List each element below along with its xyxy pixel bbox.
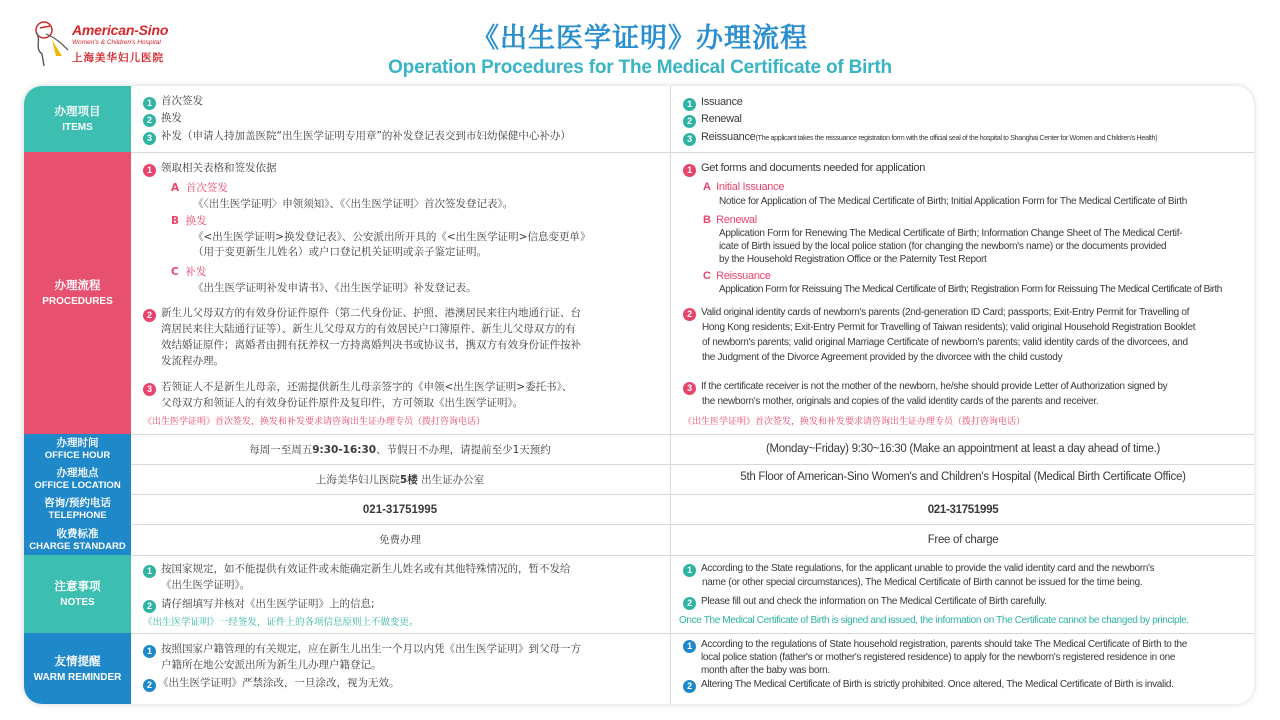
office-location-cn-cell: [131, 464, 669, 494]
reminder-cn1-l1: 按照国家户籍管理的有关规定，应在新生儿出生一个月以内凭《出生医学证明》到父母一方: [161, 643, 581, 655]
number-3-icon: 3: [683, 382, 696, 395]
reminder-en1-l1: According to the regulations of State household registration, parents should take The Medical Certificate of Birth to the: [701, 639, 1188, 650]
number-3-icon: 3: [683, 133, 696, 146]
procedures-row: [24, 152, 1254, 435]
charge-cn-cell: [131, 524, 669, 555]
item-en-2: Renewal: [701, 113, 742, 125]
office-hour-label: [24, 434, 131, 464]
office-hour-en: (Monday~Friday) 9:30~16:30 (Make an appointment at least a day ahead of time.): [765, 443, 1161, 455]
office-location-cn-pre: 上海美华妇儿医院: [315, 474, 400, 486]
office-hour-label-cn: 办理时间: [56, 437, 99, 449]
proc-en-c-text: Application Form for Reissuing The Medical Certificate of Birth; Registration Form for Reissuing The Medical Certificate of Birth: [719, 284, 1222, 295]
number-2-icon: 2: [683, 308, 696, 321]
items-row: [24, 86, 1254, 153]
number-2-icon: 2: [683, 597, 696, 610]
reminder-label: [24, 633, 131, 704]
notes-en1-l2: name (or other special circumstances), The Medical Certificate of Birth cannot be issued for the time being.: [702, 577, 1143, 588]
proc-cn-s2-l2: 湾居民来往大陆通行证等）、新生儿父母双方的有效居民户口簿原件、新生儿父母双方的有: [161, 323, 576, 335]
proc-en-s3-l2: the newborn's mother, originals and copies of the valid identity cards of the parents and receiver.: [702, 396, 1099, 407]
office-hour-en-cell: [670, 434, 1254, 464]
logo-subtitle: Women's & Children's Hospital: [72, 39, 161, 46]
item-cn-1: 首次签发: [161, 95, 203, 107]
office-location-cn-floor: 5楼: [399, 474, 418, 486]
number-2-icon: 2: [683, 115, 696, 128]
notes-en2: Please fill out and check the information on The Medical Certificate of Birth carefully.: [701, 596, 1047, 607]
proc-en-a-text: Notice for Application of The Medical Certificate of Birth; Initial Application Form for The Medical Certificate of Birth: [719, 196, 1187, 207]
reminder-en2: Altering The Medical Certificate of Birth is strictly prohibited. Once altered, The Medical Certificate of Birth is invalid.: [701, 679, 1174, 690]
notes-row: [24, 555, 1254, 634]
proc-en-note: 《出生医学证明》首次签发，换发和补发要求请咨询出生证办理专员（拨打咨询电话）: [683, 417, 1026, 427]
number-2-icon: 2: [143, 114, 156, 127]
reminder-cn-cell: [131, 633, 669, 704]
telephone-label-cn: 咨询/预约电话: [44, 497, 111, 509]
number-3-icon: 3: [143, 132, 156, 145]
items-label: [24, 86, 131, 152]
number-1-icon: 1: [143, 645, 156, 658]
reminder-cn1-l2: 户籍所在地公安派出所为新生儿办理户籍登记。: [161, 659, 382, 671]
proc-cn-s2-l3: 效结婚证原件；离婚者由拥有抚养权一方持离婚判决书或协议书，携双方有效身份证件按补: [161, 339, 581, 351]
number-3-icon: 3: [143, 383, 156, 396]
telephone-label-en: TELEPHONE: [48, 510, 107, 521]
proc-cn-c-text: 《出生医学证明补发申请书》、《出生医学证明》补发登记表。: [193, 282, 477, 294]
charge-en: Free of charge: [927, 534, 999, 546]
proc-cn-c-title: 补发: [185, 266, 207, 278]
reminder-en1-l2: local police station (father's or mother's registered residence) to apply for the newborn's registered residence in one: [701, 652, 1176, 663]
reminder-cn2: 《出生医学证明》严禁涂改，一旦涂改，视为无效。: [158, 677, 400, 689]
notes-label-en: NOTES: [60, 597, 95, 608]
items-label-cn: 办理项目: [54, 104, 101, 118]
charge-label: [24, 524, 131, 555]
proc-cn-s3-l2: 父母双方和领证人的有效身份证件原件及复印件，方可领取《出生医学证明》。: [161, 397, 524, 409]
telephone-label: [24, 494, 131, 524]
office-hour-label-en: OFFICE HOUR: [44, 450, 111, 461]
proc-cn-s2-l1: 新生儿父母双方的有效身份证件原件（第二代身份证、护照、港澳居民来往内地通行证、台: [161, 307, 581, 319]
office-location-label-cn: 办理地点: [56, 467, 99, 479]
notes-cn2: 请仔细填写并核对《出生医学证明》上的信息;: [161, 598, 375, 610]
proc-en-b-text3: by the Household Registration Office or the Paternity Test Report: [719, 254, 987, 265]
charge-cn: 免费办理: [379, 534, 421, 546]
reminder-en1-l3: month after the baby was born.: [701, 665, 830, 676]
number-1-icon: 1: [143, 565, 156, 578]
number-1-icon: 1: [683, 98, 696, 111]
office-location-label-en: OFFICE LOCATION: [34, 480, 121, 491]
proc-cn-s3-l1: 若领证人不是新生儿母亲，还需提供新生儿母亲签字的《申领<出生医学证明>委托书》、: [161, 381, 573, 393]
telephone-en-cell: [670, 494, 1254, 524]
telephone-en[interactable]: 021-31751995: [927, 504, 999, 516]
proc-en-s3-l1: If the certificate receiver is not the mother of the newborn, he/she should provide Letter of Authorization signed by: [701, 381, 1168, 392]
office-hour-cn-time: 9:30-16:30: [312, 444, 377, 456]
procedures-label-cn: 办理流程: [54, 278, 101, 292]
items-en-cell: [670, 86, 1254, 152]
charge-row: [24, 524, 1254, 556]
proc-cn-step1: 领取相关表格和签发依据: [161, 162, 277, 174]
office-location-row: [24, 464, 1254, 495]
proc-en-b-text1: Application Form for Renewing The Medical Certificate of Birth; Information Change Sheet of The Medical Certif-: [719, 228, 1183, 239]
notes-en1-l1: According to the State regulations, for the applicant unable to provide the valid identity card and the newborn's: [701, 563, 1155, 574]
number-2-icon: 2: [143, 309, 156, 322]
item-en-1: Issuance: [701, 96, 743, 108]
proc-en-s2-l1: Valid original identity cards of newborn's parents (2nd-generation ID Card; passports; Exit-Entry Permit for Travelling of: [701, 307, 1190, 318]
item-en-3: Reissuance: [701, 131, 756, 143]
procedures-label: [24, 152, 131, 434]
items-cn-cell: [131, 86, 669, 152]
proc-cn-b-title: 换发: [185, 215, 207, 227]
notes-cn1-l2: 《出生医学证明》。: [161, 579, 251, 591]
office-location-en: 5th Floor of American-Sino Women's and Children's Hospital (Medical Birth Certificate Office): [740, 471, 1186, 483]
proc-en-s2-l4: the Judgment of the Divorce Agreement provided by the divorcee with the child custody: [702, 352, 1063, 363]
charge-en-cell: [670, 524, 1254, 555]
charge-label-en: CHARGE STANDARD: [29, 540, 126, 552]
number-1-icon: 1: [143, 97, 156, 110]
office-location-cn-post: 出生证办公室: [417, 474, 485, 486]
office-hour-cn-pre: 每周一至周五: [249, 444, 313, 456]
proc-en-b-title: Renewal: [716, 214, 757, 226]
office-location-en-cell: [670, 464, 1254, 494]
items-label-en: ITEMS: [62, 122, 93, 133]
telephone-cn[interactable]: 021-31751995: [362, 504, 438, 516]
proc-en-a-title: Initial Issuance: [716, 181, 785, 193]
notes-cn-note: 《出生医学证明》一经签发，证件上的各项信息原则上不做变更。: [143, 617, 419, 628]
reminder-row: [24, 633, 1254, 704]
item-cn-3: 补发（申请人持加盖医院“出生医学证明专用章”的补发登记表交到市妇幼保健中心补办）: [161, 130, 571, 142]
reminder-label-en: WARM REMINDER: [33, 671, 122, 683]
office-hour-cn-cell: [131, 434, 669, 464]
proc-en-c-title: Reissuance: [716, 270, 771, 282]
item-en-3-note: (The applicant takes the reissuance registration form with the official seal of the hospital to Shanghai Center for Women and Children's Health): [755, 133, 1158, 142]
notes-en-note: Once The Medical Certificate of Birth is signed and issued, the information on The Certificate cannot be changed by principle.: [679, 615, 1189, 626]
procedure-table: [24, 86, 1254, 704]
reminder-label-cn: 友情提醒: [54, 653, 101, 668]
number-1-icon: 1: [683, 164, 696, 177]
proc-en-s2-l2: Hong Kong residents; Exit-Entry Permit for Travelling of Taiwan residents); valid original Household Registration Booklet: [702, 322, 1196, 333]
telephone-row: [24, 494, 1254, 525]
number-1-icon: 1: [683, 640, 696, 653]
proc-cn-a-title: 首次签发: [185, 182, 228, 194]
office-location-label: [24, 464, 131, 494]
logo-chinese-name: 上海美华妇儿医院: [72, 52, 164, 64]
number-2-icon: 2: [683, 680, 696, 693]
office-hour-row: [24, 434, 1254, 465]
proc-en-b-text2: icate of Birth issued by the local police station (for changing the newborn's name) or the documents provided: [719, 241, 1167, 252]
number-2-icon: 2: [143, 679, 156, 692]
item-cn-2: 换发: [161, 112, 182, 124]
proc-cn-a-text: 《〈出生医学证明〉申领须知》、《〈出生医学证明〉首次签发登记表》。: [193, 198, 514, 210]
proc-cn-s2-l4: 发流程办理。: [161, 355, 224, 367]
proc-en-step1: Get forms and documents needed for application: [701, 162, 926, 174]
number-1-icon: 1: [683, 564, 696, 577]
procedures-en-cell: 1 Get forms and documents needed for application A Initial Issuance Notice for Application of The Medical Certificate of Birth; Initial Application Form for The Medical Certificate of Birth B Renewal Application Form for Renewing The Medical Certificate of Birth; Information Change Sheet of The Medical Certif- icate of Birth issued by the local police station (for changing the newborn's name) or the documents provided by the Household Registration Office or the Paternity Test Report C Reissuance Application Form for Reissuing The Medical Certificate of Birth; Registration Form for Reissuing The Medical Certificate of Birth 2 Valid original identity cards of newborn's parents (2nd-generation ID Card; passports; Exit-Entry Permit for Travelling of Hong Kong residents; Exit-Entry Permit for Travelling of Taiwan residents); valid original Household Registration Booklet of newborn's parents; valid original Marriage Certificate of newborn's parents; valid identity cards of the divorcees, and the Judgment of the Divorce Agreement provided by the divorcee with the child custody 3 If the certificate receiver is not the mother of the newborn, he/she should provide Letter of Authorization signed by the newborn's mother, originals and copies of the valid identity cards of the parents and receiver. 《出生医学证明》首次签发，换发和补发要求请咨询出生证办理专员（拨打咨询电话）: [670, 152, 1254, 434]
notes-label-cn: 注意事项: [54, 579, 101, 593]
notes-en-cell: [670, 555, 1254, 633]
notes-label: [24, 555, 131, 633]
proc-cn-b-text1: 《<出生医学证明>换发登记表》、公安派出所开具的《<出生医学证明>信息变更单》: [193, 231, 591, 243]
proc-cn-b-text2: （用于变更新生儿姓名）或户口登记机关证明或亲子鉴定证明。: [193, 246, 487, 258]
telephone-cn-cell: [131, 494, 669, 524]
notes-cn1-l1: 按国家规定，如不能提供有效证件或未能确定新生儿姓名或有其他特殊情况的，暂不发给: [161, 563, 571, 575]
page-title-english: Operation Procedures for The Medical Certificate of Birth: [388, 57, 892, 78]
proc-cn-note: 《出生医学证明》首次签发，换发和补发要求请咨询出生证办理专员（拨打咨询电话）: [143, 417, 486, 427]
page-title-chinese: 《出生医学证明》办理流程: [472, 23, 808, 54]
procedures-cn-cell: 1 领取相关表格和签发依据 A 首次签发 《〈出生医学证明〉申领须知》、《〈出生医学证明〉首次签发登记表》。 B 换发 《<出生医学证明>换发登记表》、公安派出所开具的《<出生医学证明>信息变更单》 （用于变更新生儿姓名）或户口登记机关证明或亲子鉴定证明。 C 补发 《出生医学证明补发申请书》、《出生医学证明》补发登记表。 2 新生儿父母双方的有效身份证件原件（第二代身份证、护照、港澳居民来往内地通行证、台 湾居民来往大陆通行证等）、新生儿父母双方的有效居民户口簿原件、新生儿父母双方的有 效结婚证原件；离婚者由拥有抚养权一方持离婚判决书或协议书，携双方有效身份证件按补 发流程办理。 3 若领证人不是新生儿母亲，还需提供新生儿母亲签字的《申领<出生医学证明>委托书》、 父母双方和领证人的有效身份证件原件及复印件，方可领取《出生医学证明》。 《出生医学证明》首次签发，换发和补发要求请咨询出生证办理专员（拨打咨询电话）: [143, 162, 591, 427]
logo-name: American-Sino: [72, 22, 169, 38]
office-hour-cn-post: 、节假日不办理，请提前至少1天预约: [376, 444, 551, 456]
proc-en-s2-l3: of newborn's parents; valid original Marriage Certificate of newborn's parents; valid identity cards of the divorcees, and: [702, 337, 1188, 348]
reminder-en-cell: [670, 633, 1254, 704]
procedures-label-en: PROCEDURES: [42, 296, 113, 307]
notes-cn-cell: [131, 555, 669, 633]
number-2-icon: 2: [143, 600, 156, 613]
charge-label-cn: 收费标准: [56, 527, 99, 540]
number-1-icon: 1: [143, 164, 156, 177]
